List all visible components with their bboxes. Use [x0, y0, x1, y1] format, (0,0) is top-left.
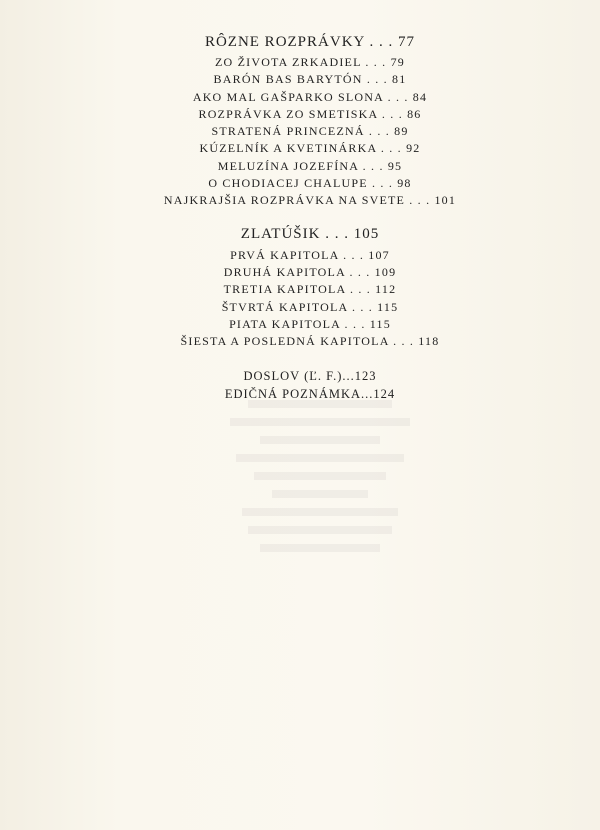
toc-entry: KÚZELNÍK A KVETINÁRKA . . . 92 [199, 141, 421, 156]
toc-entry: DRUHÁ KAPITOLA . . . 109 [223, 264, 397, 279]
toc-section-rozne-rozpravky [0, 32, 600, 210]
toc-entry: AKO MAL GAŠPARKO SLONA . . . 84 [192, 89, 428, 104]
toc-entry: ŠTVRTÁ KAPITOLA . . . 115 [221, 299, 399, 314]
table-of-contents [0, 32, 600, 403]
toc-entry: ZO ŽIVOTA ZRKADIEL . . . 79 [215, 55, 405, 69]
toc-section-zlatusik [0, 224, 600, 351]
section-heading: ZLATÚŠIK . . . 105 [240, 225, 380, 242]
toc-entry: DOSLOV (Ľ. F.)...123 [243, 369, 377, 384]
toc-entry: MELUZÍNA JOZEFÍNA . . . 95 [217, 158, 403, 173]
toc-entry: NAJKRAJŠIA ROZPRÁVKA NA SVETE . . . 101 [163, 193, 457, 208]
toc-entry: O CHODIACEJ CHALUPE . . . 98 [208, 176, 412, 191]
toc-entry: STRATENÁ PRINCEZNÁ . . . 89 [211, 124, 409, 139]
toc-entry: ROZPRÁVKA ZO SMETISKA . . . 86 [198, 106, 422, 121]
toc-entry: BARÓN BAS BARYTÓN . . . 81 [213, 72, 407, 87]
toc-entry: PRVÁ KAPITOLA . . . 107 [230, 247, 390, 262]
toc-entry: PIATA KAPITOLA . . . 115 [229, 316, 391, 331]
toc-entry: TRETIA KAPITOLA . . . 112 [223, 282, 397, 297]
show-through-texture [200, 390, 440, 690]
toc-section-appendix [0, 367, 600, 403]
toc-entry: EDIČNÁ POZNÁMKA...124 [224, 387, 396, 402]
section-heading: RÔZNE ROZPRÁVKY . . . 77 [204, 34, 416, 50]
toc-entry: ŠIESTA A POSLEDNÁ KAPITOLA . . . 118 [180, 334, 440, 349]
